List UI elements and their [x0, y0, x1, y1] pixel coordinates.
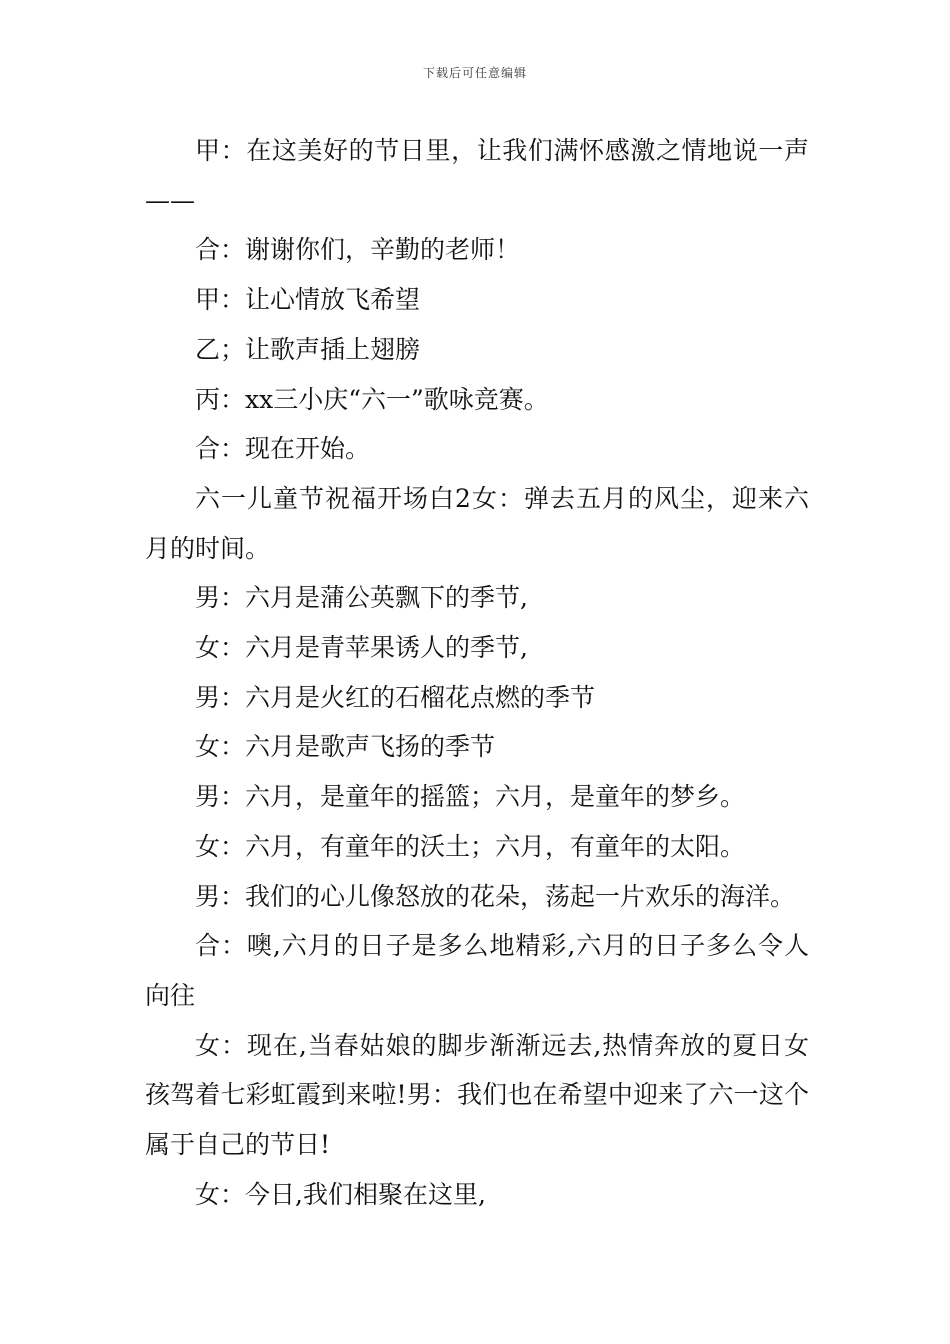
paragraph: 甲：在这美好的节日里，让我们满怀感激之情地说一声—— [145, 136, 809, 215]
paragraph: 女：今日,我们相聚在这里, [195, 1179, 486, 1209]
paragraph: 合：噢,六月的日子是多么地精彩,六月的日子多么令人向往 [145, 931, 809, 1010]
paragraph: 男：六月是火红的石榴花点燃的季节 [195, 682, 596, 712]
paragraph: 女：六月是青苹果诱人的季节, [195, 633, 528, 663]
paragraph: 女：现在,当春姑娘的脚步渐渐远去,热情奔放的夏日女孩驾着七彩虹霞到来啦!男：我们也在希望中迎来了六一这个属于自己的节日! [145, 1030, 809, 1160]
paragraph: 合：谢谢你们，辛勤的老师！ [195, 235, 521, 265]
paragraph: 男：六月是蒲公英飘下的季节, [195, 583, 528, 613]
page-header: 下载后可任意编辑 [422, 66, 527, 80]
paragraph: 甲：让心情放飞希望 [195, 285, 421, 315]
document-body [145, 126, 809, 1219]
paragraph: 女：六月，有童年的沃土；六月，有童年的太阳。 [195, 831, 746, 861]
paragraph: 乙；让歌声插上翅膀 [195, 334, 421, 364]
paragraph: 男：六月，是童年的摇篮；六月，是童年的梦乡。 [195, 782, 746, 812]
paragraph: 六一儿童节祝福开场白2女：弹去五月的风尘，迎来六月的时间。 [145, 483, 809, 563]
paragraph: 男：我们的心儿像怒放的花朵，荡起一片欢乐的海洋。 [195, 881, 796, 911]
paragraph: 丙：xx三小庆“六一”歌咏竞赛。 [195, 384, 549, 414]
paragraph: 女：六月是歌声飞扬的季节 [195, 732, 496, 762]
paragraph: 合：现在开始。 [195, 434, 371, 464]
